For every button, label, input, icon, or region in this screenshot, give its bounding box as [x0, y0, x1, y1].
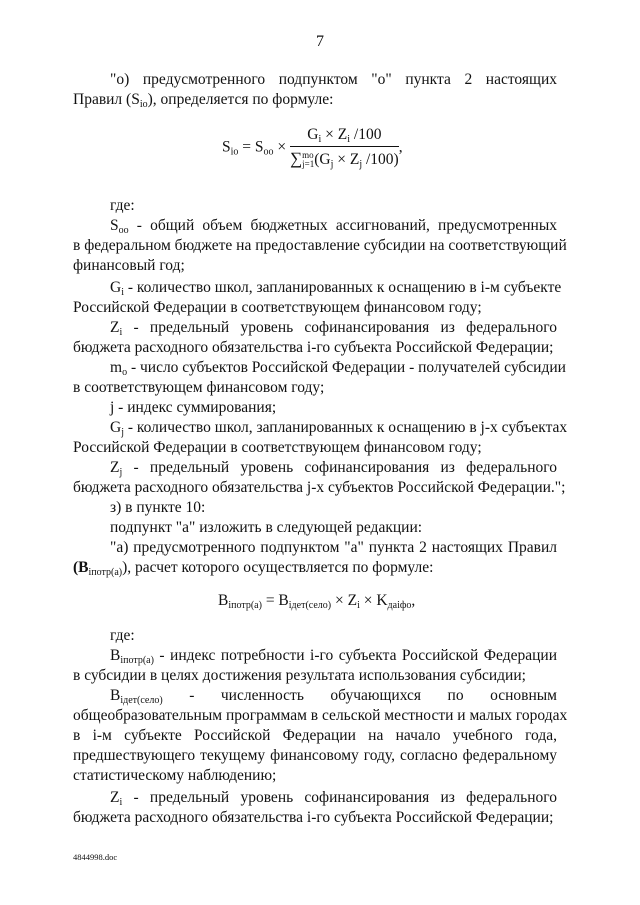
formula-s-io: $S_{io} = S_{oo}$ × $G_i \times Z_i$ /100 ∑mo $j=1(G_j \times Z_j$ /100) , — [222, 126, 403, 170]
document-filename: 4844998.doc — [73, 852, 118, 862]
definition-line: $B_{iпотр(а)}$ - индекс потребности i-го субъекта Российской Федерации — [110, 647, 557, 666]
paragraph-line: "о) предусмотренного подпунктом "о" пункта 2 настоящих — [110, 71, 557, 88]
definition-line: $m_o$ - число субъектов Российской Федерации - получателей субсидии — [110, 359, 566, 378]
definition-line: в i-м субъекте Российской Федерации на начало учебного года, — [73, 727, 557, 744]
definition-line: бюджета расходного обязательства i-го субъекта Российской Федерации; — [73, 339, 554, 356]
amendment-item: з) в пункте 10: — [110, 499, 206, 516]
definition-line: j - индекс суммирования; — [110, 399, 277, 416]
definition-line: $Z_i$ - предельный уровень софинансирования из федерального — [110, 789, 557, 808]
definition-line: Российской Федерации в соответствующем финансовом году; — [73, 439, 482, 456]
formula-b-ipotr: $B_{iпотр(а)} = B_{iдет(село)} \times Z_i \times K_{даіфо}$, — [218, 592, 416, 611]
definition-line: бюджета расходного обязательства j-х субъектов Российской Федерации."; — [73, 479, 566, 496]
formula-fraction: $G_i \times Z_i$ /100 ∑mo $j=1(G_j \times Z_j$ /100) — [290, 126, 399, 170]
paragraph-line: Правил $(S_{io})$, определяется по формуле: — [73, 91, 334, 110]
definition-line: общеобразовательным программам в сельской местности и малых городах — [73, 707, 568, 724]
definition-line: $G_i$ - количество школ, запланированных к оснащению в i-м субъекте — [110, 279, 562, 298]
page-number: 7 — [316, 33, 324, 50]
where-label: где: — [110, 627, 135, 644]
amendment-subitem: подпункт "а" изложить в следующей редакции: — [110, 519, 423, 536]
definition-line: $Z_i$ - предельный уровень софинансирования из федерального — [110, 319, 557, 338]
definition-line: $G_j$ - количество школ, запланированных к оснащению в j-х субъектах — [110, 419, 568, 438]
definition-line: в федеральном бюджете на предоставление субсидии на соответствующий — [73, 237, 567, 254]
paragraph-line: "а) предусмотренного подпунктом "а" пункта 2 настоящих Правил — [110, 539, 557, 556]
definition-line: бюджета расходного обязательства i-го субъекта Российской Федерации; — [73, 809, 554, 826]
definition-line: статистическому наблюдению; — [73, 767, 277, 784]
paragraph-line: $(B_{iпотр(а)})$, расчет которого осуществляется по формуле: — [73, 559, 434, 578]
definition-line: предшествующего текущему финансовому году, согласно федеральному — [73, 747, 557, 764]
definition-line: в соответствующем финансовом году; — [73, 379, 325, 396]
definition-line: в субсидии в целях достижения результата использования субсидии; — [73, 667, 526, 684]
definition-line: $Z_j$ - предельный уровень софинансирования из федерального — [110, 459, 557, 478]
where-label: где: — [110, 197, 135, 214]
definition-line: $B_{iдет(село)}$ - численность обучающихся по основным — [110, 687, 557, 706]
definition-line: $S_{oo}$ - общий объем бюджетных ассигнований, предусмотренных — [110, 217, 557, 236]
definition-line: финансовый год; — [73, 257, 185, 274]
definition-line: Российской Федерации в соответствующем финансовом году; — [73, 299, 482, 316]
